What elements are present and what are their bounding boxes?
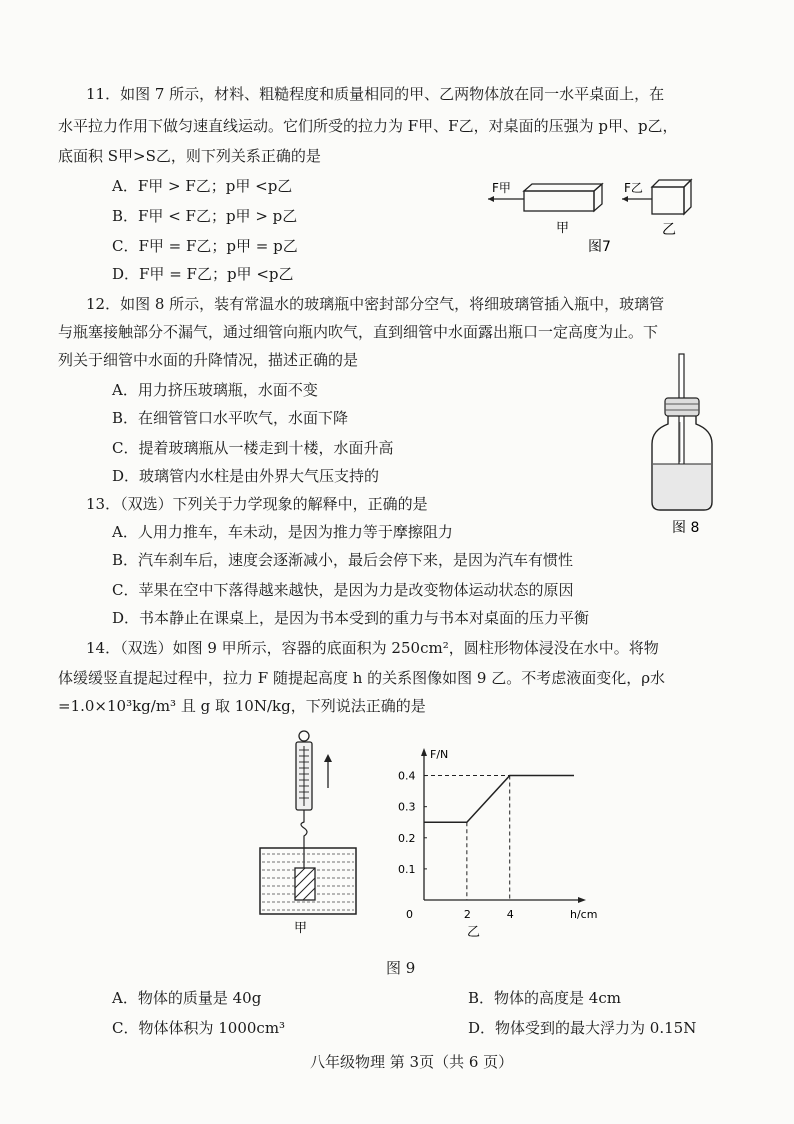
x-tick-label-2: 4 [506, 908, 514, 921]
q11-option-b: B．F甲 < F乙；p甲 > p乙 [112, 207, 298, 225]
block-label-yi: 乙 [662, 222, 676, 238]
figure-9-caption: 图 9 [386, 959, 416, 977]
q14-option-a: A．物体的质量是 40g [112, 989, 262, 1007]
figure-8 [640, 352, 730, 542]
q11-line-3: 底面积 S甲>S乙，则下列关系正确的是 [58, 147, 321, 165]
page-footer: 八年级物理 第 3页（共 6 页） [310, 1053, 514, 1071]
series-line-0 [424, 776, 574, 823]
y-tick-label-3: 0.4 [398, 769, 416, 783]
force-label-yi: F乙 [624, 181, 643, 195]
block-jia [524, 184, 602, 211]
y-axis-arrow [421, 748, 427, 756]
q13-option-b: B．汽车刹车后，速度会逐渐减小，最后会停下来，是因为汽车有惯性 [112, 551, 574, 569]
q12-option-a: A．用力挤压玻璃瓶，水面不变 [112, 381, 318, 399]
q12-option-d: D．玻璃管内水柱是由外界大气压支持的 [112, 467, 380, 485]
figure-7 [484, 172, 704, 262]
figure-9-yi-label: 乙 [467, 925, 481, 940]
block-label-jia: 甲 [556, 221, 570, 236]
q13-line-1: 13．（双选）下列关于力学现象的解释中，正确的是 [86, 495, 428, 513]
q12-line-1: 12．如图 8 所示，装有常温水的玻璃瓶中密封部分空气，将细玻璃管插入瓶中，玻璃管 [86, 295, 665, 313]
block-yi [652, 180, 691, 214]
figure-9-jia-label: 甲 [294, 921, 308, 936]
q14-line-1: 14．（双选）如图 9 甲所示，容器的底面积为 250cm²，圆柱形物体浸没在水中。将物 [86, 639, 659, 657]
q12-line-2: 与瓶塞接触部分不漏气，通过细管向瓶内吹气，直到细管中水面露出瓶口一定高度为止。下 [58, 323, 659, 341]
q11-option-d: D．F甲 = F乙；p甲 <p乙 [112, 265, 294, 283]
q11-option-c: C．F甲 = F乙；p甲 = p乙 [112, 237, 298, 255]
figure-8-caption: 图 8 [672, 520, 700, 536]
y-tick-label-0: 0.1 [398, 862, 416, 876]
water-container [260, 848, 356, 914]
x-axis-arrow [578, 897, 586, 903]
figure-7-caption: 图7 [588, 239, 611, 255]
y-tick-label-1: 0.2 [398, 831, 416, 845]
q14-option-c: C．物体体积为 1000cm³ [112, 1019, 286, 1037]
q13-option-a: A．人用力推车，车未动，是因为推力等于摩擦阻力 [112, 523, 453, 541]
glass-bottle [652, 354, 712, 510]
q11-option-a: A．F甲 > F乙；p甲 <p乙 [112, 177, 293, 195]
q14-option-b: B．物体的高度是 4cm [468, 989, 621, 1007]
y-tick-label-2: 0.3 [398, 800, 416, 814]
q14-line-3: =1.0×10³kg/m³ 且 g 取 10N/kg，下列说法正确的是 [58, 697, 426, 715]
q11-line-2: 水平拉力作用下做匀速直线运动。它们所受的拉力为 F甲、F乙，对桌面的压强为 p甲、p乙， [58, 117, 678, 135]
q13-option-c: C．苹果在空中下落得越来越快，是因为力是改变物体运动状态的原因 [112, 581, 574, 599]
q12-line-3: 列关于细管中水面的升降情况，描述正确的是 [58, 351, 359, 369]
q13-option-d: D．书本静止在课桌上，是因为书本受到的重力与书本对桌面的压力平衡 [112, 609, 590, 627]
x-tick-label-1: 2 [463, 908, 471, 921]
figure-9-jia [252, 728, 372, 938]
q14-line-2: 体缓缓竖直提起过程中，拉力 F 随提起高度 h 的关系图像如图 9 乙。不考虑液面变化，ρ水 [58, 669, 666, 687]
figure-9-chart [392, 744, 598, 944]
force-label-jia: F甲 [492, 181, 511, 195]
x-axis-label: h/cm [570, 908, 598, 921]
q14-option-d: D．物体受到的最大浮力为 0.15N [468, 1019, 697, 1037]
q11-line-1: 11．如图 7 所示，材料、粗糙程度和质量相同的甲、乙两物体放在同一水平桌面上，在 [86, 85, 665, 103]
q12-option-b: B．在细管管口水平吹气，水面下降 [112, 409, 349, 427]
q12-option-c: C．提着玻璃瓶从一楼走到十楼，水面升高 [112, 439, 394, 457]
x-tick-label-0: 0 [406, 908, 413, 921]
y-axis-label: F/N [430, 748, 449, 761]
